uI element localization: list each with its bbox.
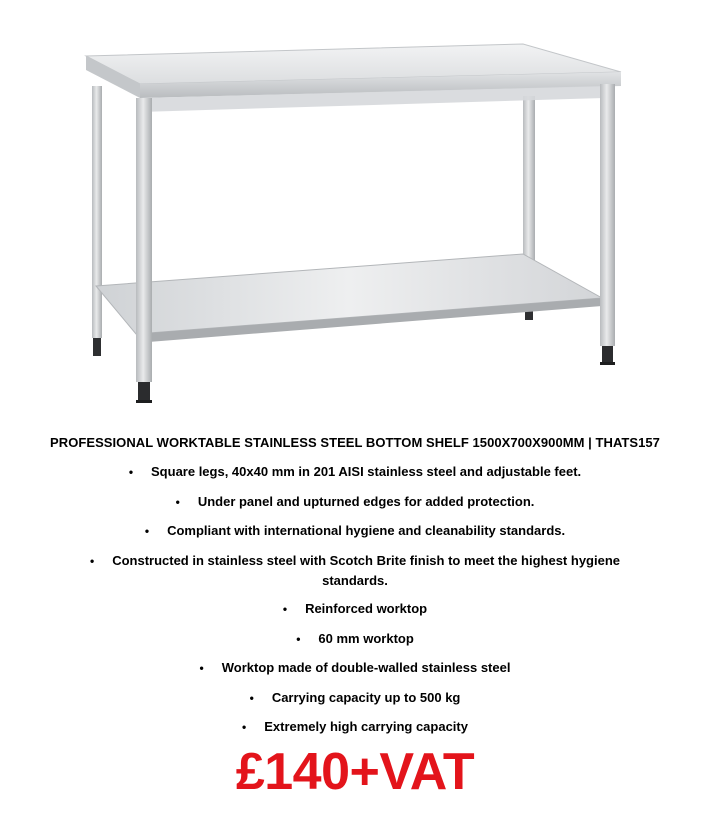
feature-item (75, 492, 635, 512)
feature-item (75, 521, 635, 541)
bullet: • (242, 720, 247, 734)
bullet: • (199, 661, 204, 675)
feature-text: Square legs, 40x40 mm in 201 AISI stainless steel and adjustable feet. (151, 464, 582, 479)
feature-text: Worktop made of double-walled stainless steel (221, 660, 511, 675)
bullet: • (128, 465, 134, 479)
product-title: PROFESSIONAL WORKTABLE STAINLESS STEEL BOTTOM SHELF 1500X700X900MM | THATS157 (50, 435, 660, 450)
bullet: • (144, 524, 150, 538)
front-right-leg (600, 84, 615, 365)
bullet: • (89, 553, 95, 568)
front-left-leg (136, 98, 152, 403)
feature-item (75, 688, 635, 708)
feature-item (75, 599, 635, 619)
feature-list (0, 462, 710, 747)
feature-item (75, 658, 635, 678)
feature-text: Extremely high carrying capacity (264, 719, 468, 734)
feature-item (75, 717, 635, 737)
feature-text: Compliant with international hygiene and cleanability standards. (167, 523, 566, 538)
feature-item (75, 551, 635, 590)
feature-text: 60 mm worktop (318, 630, 414, 646)
feature-text: Carrying capacity up to 500 kg (271, 689, 461, 705)
bullet: • (296, 631, 301, 646)
bottom-shelf (96, 254, 602, 343)
price-label: £140+VAT (235, 743, 475, 801)
feature-text: Under panel and upturned edges for added protection. (197, 493, 535, 509)
bullet: • (282, 602, 288, 616)
feature-text: Constructed in stainless steel with Scotch Brite finish to meet the highest hygiene standards. (112, 552, 620, 588)
bullet: • (175, 494, 180, 509)
feature-item (75, 629, 635, 649)
worktop (86, 44, 621, 112)
stainless-steel-worktable-image (80, 36, 630, 408)
feature-item (75, 462, 635, 482)
bullet: • (249, 690, 254, 705)
back-left-leg (92, 86, 102, 356)
feature-text: Reinforced worktop (305, 601, 428, 616)
